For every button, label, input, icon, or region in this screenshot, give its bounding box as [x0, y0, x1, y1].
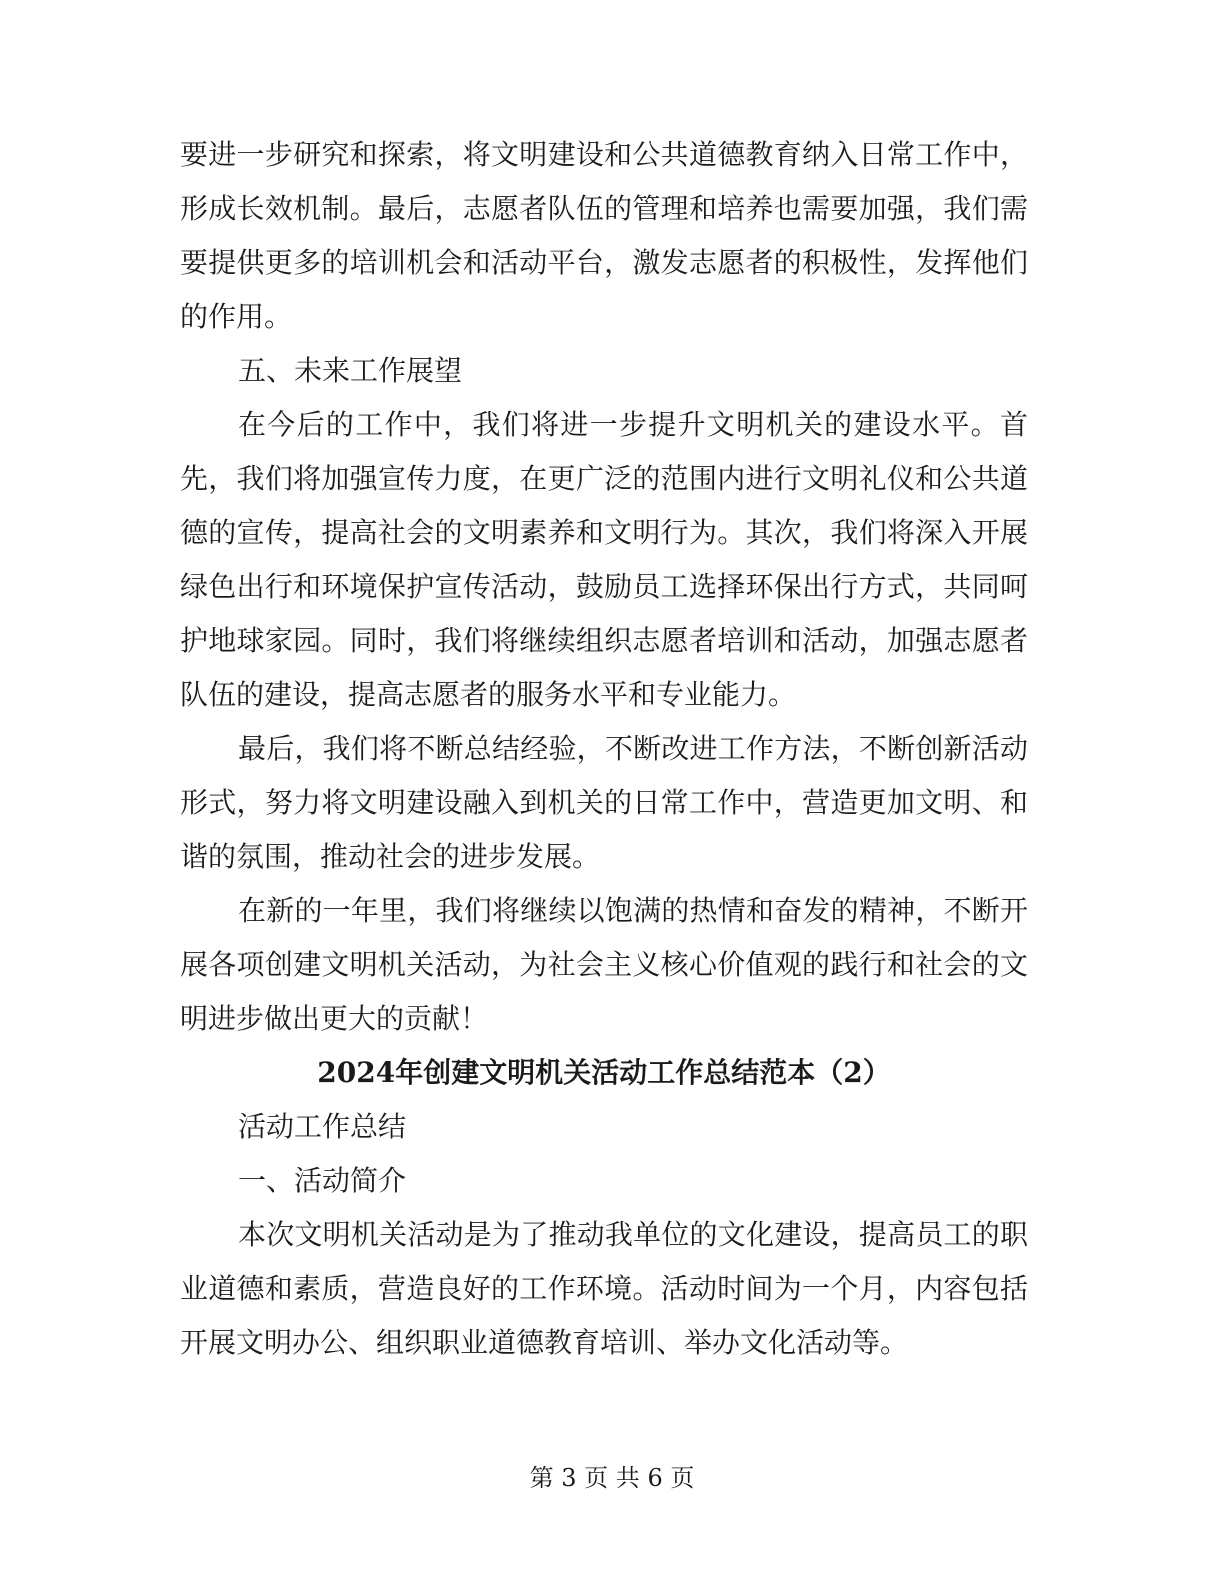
section-title: 2024年创建文明机关活动工作总结范本（2） — [317, 1056, 891, 1089]
paragraph-continuation: 要进一步研究和探索，将文明建设和公共道德教育纳入日常工作中，形成长效机制。最后，志愿者队伍的管理和培养也需要加强，我们需要提供更多的培训机会和活动平台，激发志愿者的积极性，发挥他们的作用。 — [180, 138, 1028, 333]
paragraph-activity-intro: 本次文明机关活动是为了推动我单位的文化建设，提高员工的职业道德和素质，营造良好的工作环境。活动时间为一个月，内容包括开展文明办公、组织职业道德教育培训、举办文化活动等。 — [180, 1218, 1028, 1359]
subheading-activity-summary: 活动工作总结 — [238, 1110, 407, 1143]
paragraph-finally: 最后，我们将不断总结经验，不断改进工作方法，不断创新活动形式，努力将文明建设融入到机关的日常工作中，营造更加文明、和谐的氛围，推动社会的进步发展。 — [180, 732, 1028, 873]
paragraph-new-year: 在新的一年里，我们将继续以饱满的热情和奋发的精神，不断开展各项创建文明机关活动，为社会主义核心价值观的践行和社会的文明进步做出更大的贡献！ — [180, 894, 1028, 1035]
document-body — [180, 128, 1028, 1370]
section-heading-future-outlook: 五、未来工作展望 — [238, 354, 463, 387]
section-heading-activity-intro: 一、活动简介 — [238, 1164, 407, 1197]
paragraph-future-work: 在今后的工作中，我们将进一步提升文明机关的建设水平。首先，我们将加强宣传力度，在更广泛的范围内进行文明礼仪和公共道德的宣传，提高社会的文明素养和文明行为。其次，我们将深入开展绿色出行和环境保护宣传活动，鼓励员工选择环保出行方式，共同呵护地球家园。同时，我们将继续组织志愿者培训和活动，加强志愿者队伍的建设，提高志愿者的服务水平和专业能力。 — [180, 408, 1028, 711]
page-number-footer: 第 3 页 共 6 页 — [529, 1464, 695, 1492]
